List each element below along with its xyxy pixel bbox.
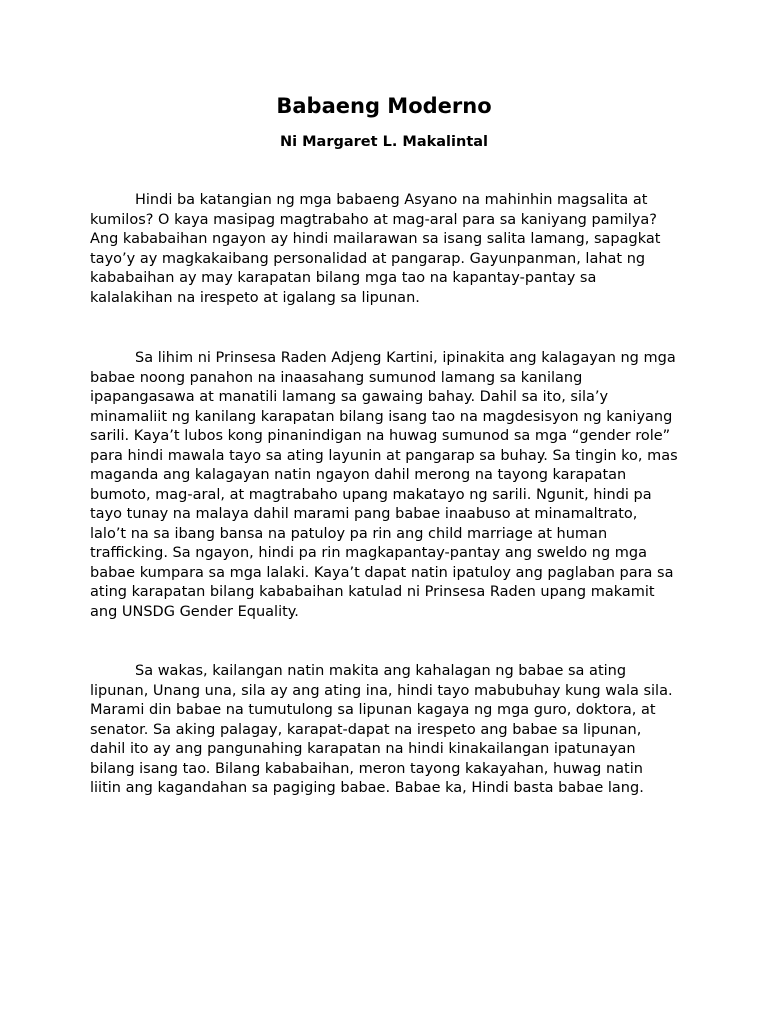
document-author: Ni Margaret L. Makalintal [279, 134, 489, 150]
paragraph-2: Sa lihim ni Prinsesa Raden Adjeng Kartini, ipinakita ang kalagayan ng mga babae noong panahon na inaasahang sumunod lamang sa kanilang ipapangasawa at manatili lamang sa gawaing bahay. Dahil sa ito, sila’y minamaliit ng kanilang karapatan bilang isang tao na magdesisyon ng kaniyang sarili. Kaya’t lubos kong pinanindigan na huwag sumunod sa mga “gender role” para hindi mawala tayo sa ating layunin at pangarap sa buhay. Sa tingin ko, mas maganda ang kalagayan natin ngayon dahil merong na tayong karapatan bumoto, mag-aral, at magtrabaho upang makatayo ng sarili. Ngunit, hindi pa tayo tunay na malaya dahil marami pang babae inaabuso at minamaltrato, lalo’t na sa ibang bansa na patuloy pa rin ang child marriage at human trafficking. Sa ngayon, hindi pa rin magkapantay-pantay ang sweldo ng mga babae kumpara sa mga lalaki. Kaya’t dapat natin ipatuloy ang paglaban para sa ating karapatan bilang kababaihan katulad ni Prinsesa Raden upang makamit ang UNSDG Gender Equality. [90, 350, 678, 620]
document-title: Babaeng Moderno [276, 94, 492, 118]
paragraph-3: Sa wakas, kailangan natin makita ang kahalagan ng babae sa ating lipunan, Unang una, sila ay ang ating ina, hindi tayo mabubuhay kung wala sila. Marami din babae na tumutulong sa lipunan kagaya ng mga guro, doktora, at senator. Sa aking palagay, karapat-dapat na irespeto ang babae sa lipunan, dahil ito ay ang pangunahing karapatan na hindi kinakailangan ipatunayan bilang isang tao. Bilang kababaihan, meron tayong kakayahan, huwag natin liitin ang kagandahan sa pagiging babae. Babae ka, Hindi basta babae lang. [90, 663, 673, 796]
paragraph-1: Hindi ba katangian ng mga babaeng Asyano na mahinhin magsalita at kumilos? O kaya masipag magtrabaho at mag-aral para sa kaniyang pamilya? Ang kababaihan ngayon ay hindi mailarawan sa isang salita lamang, sapagkat tayo’y ay magkakaibang personalidad at pangarap. Gayunpanman, lahat ng kababaihan ay may karapatan bilang mga tao na kapantay-pantay sa kalalakihan na irespeto at igalang sa lipunan. [90, 192, 661, 306]
